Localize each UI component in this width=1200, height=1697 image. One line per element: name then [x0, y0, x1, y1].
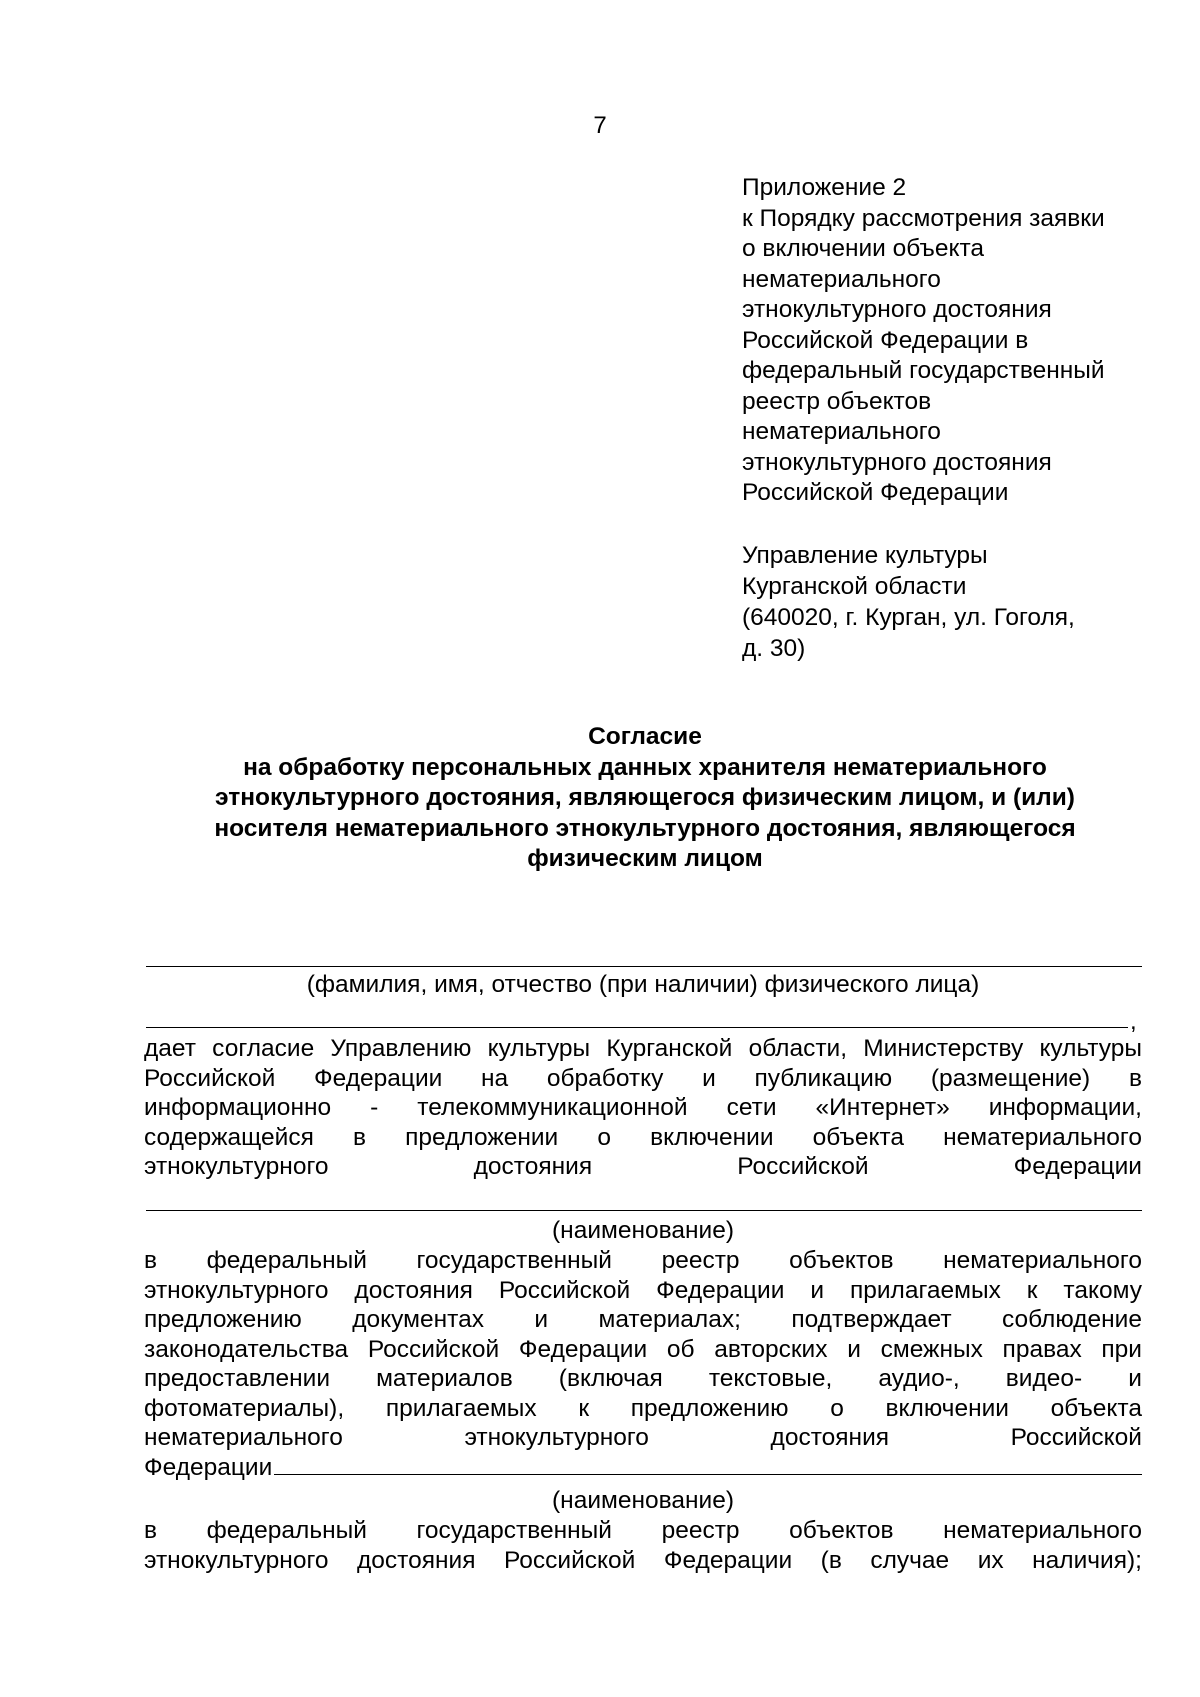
word: их — [977, 1546, 1004, 1574]
annex-line: к Порядку рассмотрения заявки — [742, 204, 1105, 232]
title-line: этнокультурного достояния, являющегося физическим лицом, и (или) — [215, 784, 1075, 811]
recipient-line: (640020, г. Курган, ул. Гоголя, — [742, 604, 1075, 631]
word: объекта — [812, 1123, 905, 1151]
word: реестр — [661, 1247, 740, 1274]
word: нематериального — [943, 1123, 1142, 1151]
word: предложении — [405, 1123, 559, 1151]
word: в — [144, 1517, 158, 1544]
word: достояния — [356, 1546, 476, 1574]
word: объекта — [1050, 1394, 1142, 1422]
word: соблюдение — [1001, 1306, 1142, 1333]
word: видео- — [1005, 1365, 1083, 1392]
name-caption-1: (наименование) — [552, 1217, 734, 1244]
word: текстовые, — [708, 1365, 833, 1392]
text-line — [144, 1305, 1142, 1335]
word: достояния — [770, 1424, 890, 1451]
annex-header — [742, 173, 1182, 509]
word: включении — [885, 1394, 1009, 1422]
paragraph-consent — [144, 1034, 1142, 1182]
word: публикацию — [754, 1064, 893, 1092]
text-line — [144, 1335, 1142, 1365]
document-title — [130, 722, 1160, 875]
word: подтверждает — [791, 1306, 952, 1333]
text-line — [144, 1276, 1142, 1306]
paragraph-registry — [144, 1246, 1142, 1482]
word: - — [370, 1094, 379, 1121]
text-line — [144, 1093, 1142, 1123]
word: «Интернет» — [815, 1094, 950, 1121]
word: Российской — [1010, 1424, 1142, 1451]
word: случае — [870, 1546, 950, 1574]
word: и — [1128, 1365, 1142, 1392]
title-line: Согласие — [588, 723, 702, 750]
text-segment: дает согласие Управлению культуры Курганской области, Министерству культуры — [144, 1035, 1142, 1062]
page-number: 7 — [593, 112, 607, 139]
word: Федерации — [663, 1546, 793, 1574]
word: этнокультурного — [464, 1424, 649, 1451]
word: к — [578, 1394, 590, 1422]
word: материалов — [376, 1365, 513, 1392]
text-line — [144, 1034, 1142, 1064]
word: обработку — [546, 1064, 664, 1092]
name-caption-2: (наименование) — [552, 1487, 734, 1514]
text-line — [144, 1152, 1142, 1182]
fio-caption: (фамилия, имя, отчество (при наличии) физического лица) — [306, 971, 980, 998]
text-line — [144, 1516, 1142, 1546]
word: Федерации — [144, 1453, 273, 1481]
word: Российской — [144, 1064, 276, 1092]
text-line — [144, 1364, 1142, 1394]
word: Федерации — [314, 1064, 443, 1092]
text-line — [144, 1123, 1142, 1153]
word: государственный — [416, 1247, 612, 1274]
word: (включая — [558, 1365, 663, 1392]
annex-line: Российской Федерации — [742, 479, 1009, 506]
annex-line: этнокультурного достояния — [742, 448, 1052, 476]
recipient-line: д. 30) — [742, 635, 806, 662]
word: объектов — [789, 1517, 894, 1544]
text-line-with-fill — [144, 1453, 1142, 1483]
text-line — [144, 1246, 1142, 1276]
word: фотоматериалы), — [144, 1394, 345, 1422]
annex-line: реестр объектов — [742, 387, 932, 415]
word: в — [353, 1123, 367, 1151]
word: аудио-, — [878, 1365, 960, 1392]
word: предложению — [144, 1306, 302, 1333]
word: сети — [726, 1094, 777, 1121]
word: в — [144, 1247, 158, 1274]
fio-comma: , — [1130, 1008, 1137, 1035]
annex-line: о включении объекта — [742, 235, 985, 262]
title-line: физическим лицом — [527, 845, 763, 872]
word: на — [481, 1064, 509, 1092]
word: достояния — [473, 1153, 593, 1180]
word: (размещение) — [930, 1064, 1091, 1092]
text-line — [144, 1064, 1142, 1094]
text-line — [144, 1546, 1142, 1576]
title-line: носителя нематериального этнокультурного достояния, являющегося — [214, 814, 1076, 842]
word: федеральный — [206, 1247, 367, 1274]
name-fill-line-1 — [146, 1210, 1142, 1211]
annex-line: нематериального — [742, 265, 941, 293]
word: нематериального — [943, 1517, 1142, 1544]
word: информационно — [144, 1094, 332, 1121]
word: (в — [820, 1546, 842, 1574]
annex-line: этнокультурного достояния — [742, 296, 1052, 323]
word: предоставлении — [144, 1365, 330, 1392]
annex-line: федеральный государственный — [742, 357, 1105, 384]
word: прилагаемых — [385, 1394, 537, 1422]
recipient-address — [742, 540, 1182, 664]
word: этнокультурного — [144, 1546, 329, 1574]
fio-fill-line-2 — [146, 1027, 1128, 1028]
word: и — [702, 1064, 716, 1092]
word: в — [1128, 1064, 1142, 1092]
word: Российской — [737, 1153, 869, 1180]
text-segment: законодательства Российской Федерации об авторских и смежных правах при — [144, 1335, 1142, 1363]
word: Российской — [504, 1546, 636, 1574]
word: о — [597, 1123, 611, 1151]
title-line: на обработку персональных данных хранителя нематериального — [243, 753, 1047, 781]
word: государственный — [416, 1517, 612, 1544]
paragraph-registry-2 — [144, 1516, 1142, 1575]
word: федеральный — [206, 1517, 367, 1544]
fio-fill-line — [146, 966, 1142, 967]
annex-line: нематериального — [742, 418, 941, 445]
word: о — [830, 1394, 844, 1422]
word: документах — [352, 1306, 484, 1333]
name-fill-line-2 — [274, 1454, 1142, 1475]
text-line — [144, 1423, 1142, 1453]
word: предложению — [630, 1394, 789, 1422]
word: и — [534, 1306, 549, 1333]
word: содержащейся — [144, 1123, 314, 1151]
annex-line: Приложение 2 — [742, 174, 907, 201]
text-segment: этнокультурного достояния Российской Федерации и прилагаемых к такому — [144, 1276, 1142, 1304]
word: Федерации — [1013, 1153, 1142, 1180]
word: этнокультурного — [144, 1153, 329, 1180]
word: включении — [650, 1123, 774, 1151]
text-line — [144, 1394, 1142, 1424]
word: информации, — [988, 1094, 1142, 1121]
word: нематериального — [144, 1424, 343, 1451]
word: наличия); — [1032, 1546, 1142, 1574]
word: объектов — [789, 1247, 894, 1274]
word: телекоммуникационной — [417, 1094, 688, 1121]
annex-line: Российской Федерации в — [742, 326, 1029, 354]
recipient-line: Курганской области — [742, 573, 967, 600]
word: материалах; — [598, 1306, 741, 1333]
word: нематериального — [943, 1247, 1142, 1274]
recipient-line: Управление культуры — [742, 542, 988, 569]
word: реестр — [661, 1517, 740, 1544]
